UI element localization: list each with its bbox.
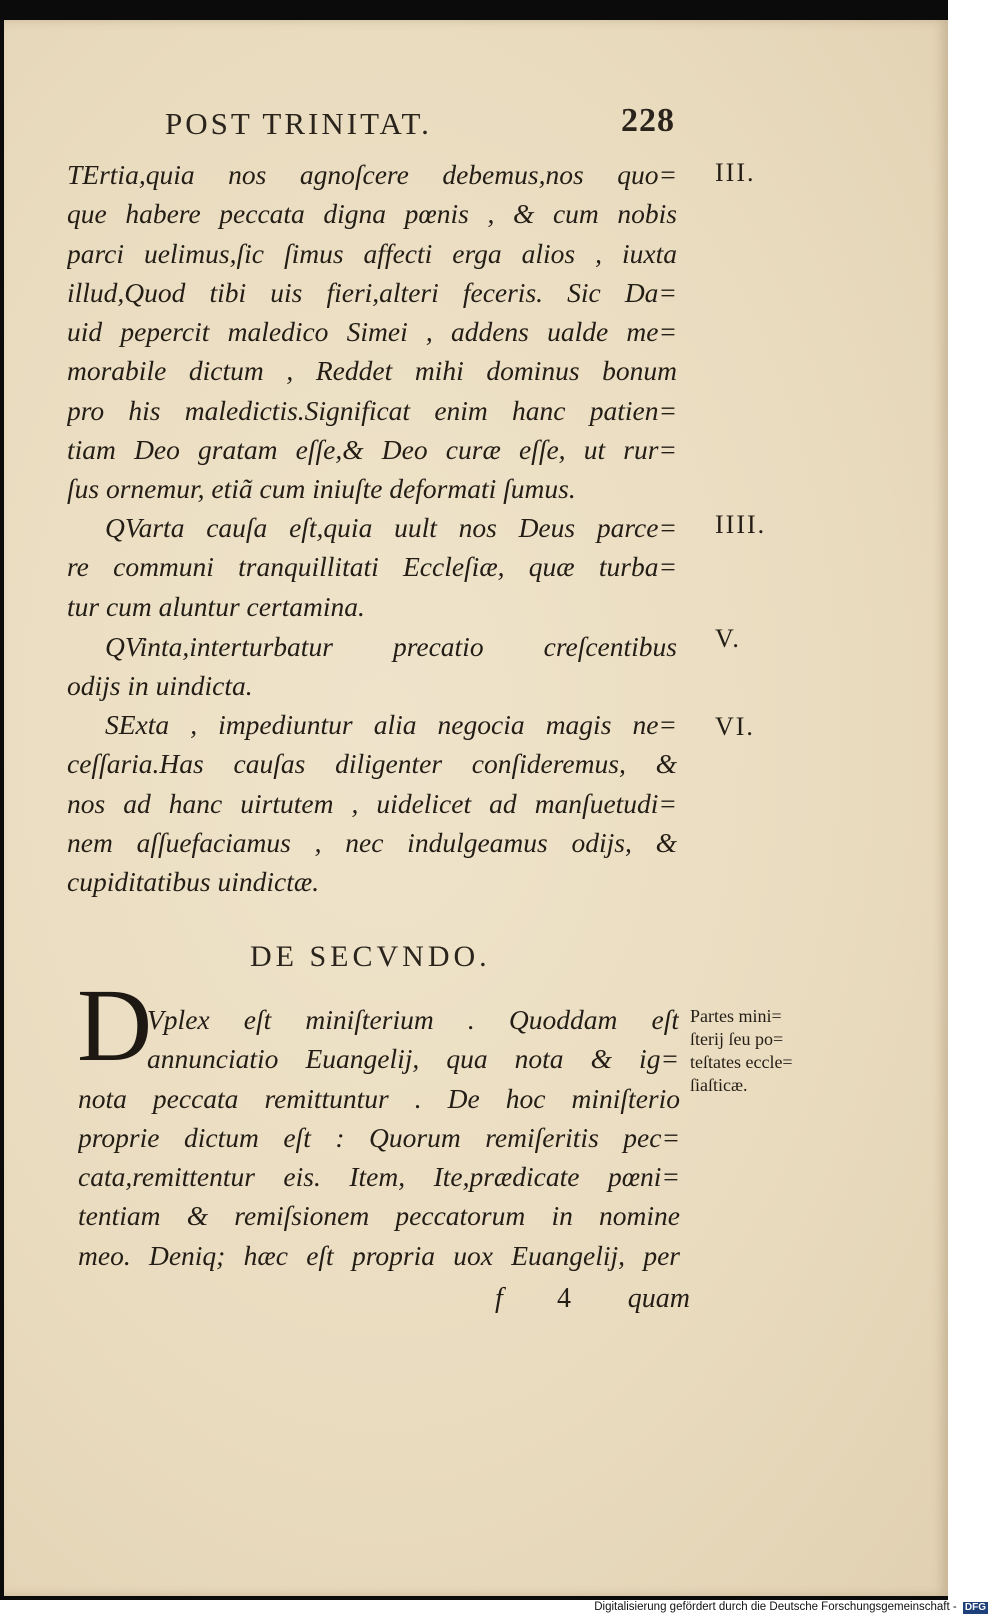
paragraph-quinta (67, 627, 677, 706)
text-line: Vplex eſt miniſterium . Quoddam eſt (147, 1004, 679, 1035)
text-line: parci uelimus,ſic ſimus affecti erga alios , iuxta (67, 237, 677, 269)
text-line: pro his maledictis.Significat enim hanc patien= (67, 394, 677, 426)
text-line: ſus ornemur, etiã cum iniuſte deformati ſumus. (67, 473, 576, 505)
text-line: QVarta cauſa eſt,quia uult nos Deus parce= (105, 512, 677, 543)
text-line: proprie dictum eſt : Quorum remiſeritis pec= (78, 1121, 680, 1153)
catchword: quam (627, 1283, 690, 1314)
section-lines-full (78, 1079, 680, 1275)
drop-capital: D (77, 968, 153, 1083)
margin-numeral: III. (715, 158, 756, 187)
running-header (165, 102, 675, 146)
text-line: nem aſſuefaciamus , nec indulgeamus odijs, & (67, 826, 677, 858)
text-line: QVinta,interturbatur precatio creſcentibus (105, 631, 677, 662)
section-heading: DE SECVNDO. (250, 940, 491, 973)
text-line: cupiditatibus uindictæ. (67, 866, 320, 898)
margin-numeral: V. (715, 624, 741, 653)
text-line: re communi tranquillitati Eccleſiæ, quæ turba= (67, 551, 677, 583)
text-line: illud,Quod tibi uis fieri,alteri feceris. Sic Da= (67, 276, 677, 308)
text-line: uid pepercit maledico Simei , addens ualde me= (67, 316, 677, 348)
paragraph-quarta (67, 508, 677, 626)
signature-mark: f (495, 1283, 503, 1314)
text-line: cata,remittentur eis. Item, Ite,prædicate pœni= (78, 1161, 680, 1193)
text-line: odijs in uindicta. (67, 670, 253, 702)
text-line: meo. Deniq; hæc eſt propria uox Euangelij, per (78, 1239, 680, 1271)
signature-number: 4 (557, 1283, 571, 1314)
margin-note-line: ſiaſticæ. (690, 1075, 748, 1095)
text-line: SExta , impediuntur alia negocia magis ne= (105, 709, 677, 740)
section-lines-short (147, 1000, 679, 1079)
page-number: 228 (621, 102, 675, 139)
text-line: tiam Deo gratam eſſe,& Deo curæ eſſe, ut rur= (67, 434, 677, 466)
text-line: tentiam & remiſsionem peccatorum in nomine (78, 1200, 680, 1232)
margin-note-line: Partes mini= (690, 1006, 782, 1026)
paragraph-tertia (67, 155, 677, 509)
text-line: annunciatio Euangelij, qua nota & ig= (147, 1043, 679, 1075)
dfg-logo: DFG (964, 1602, 986, 1613)
paragraph-sexta (67, 705, 677, 901)
text-line: que habere peccata digna pœnis , & cum nobis (67, 198, 677, 230)
text-line: ceſſaria.Has cauſas diligenter conſideremus, & (67, 748, 677, 780)
margin-numeral: IIII. (715, 510, 767, 539)
margin-note (690, 1005, 840, 1097)
margin-note-line: ſterij ſeu po= (690, 1029, 784, 1049)
margin-numeral: VI. (715, 712, 755, 741)
text-line: nota peccata remittuntur . De hoc miniſterio (78, 1082, 680, 1114)
running-title: POST TRINITAT. (165, 106, 432, 141)
text-line: tur cum aluntur certamina. (67, 590, 365, 622)
margin-note-line: teſtates eccle= (690, 1052, 793, 1072)
text-line: TErtia,quia nos agnoſcere debemus,nos quo= (67, 159, 677, 190)
text-line: nos ad hanc uirtutem , uidelicet ad manſuetudi= (67, 787, 677, 819)
text-line: morabile dictum , Reddet mihi dominus bonum (67, 355, 677, 387)
credit-text: Digitalisierung gefördert durch die Deutsche Forschungsgemeinschaft - (594, 1601, 957, 1613)
digitization-credit (594, 1601, 988, 1614)
